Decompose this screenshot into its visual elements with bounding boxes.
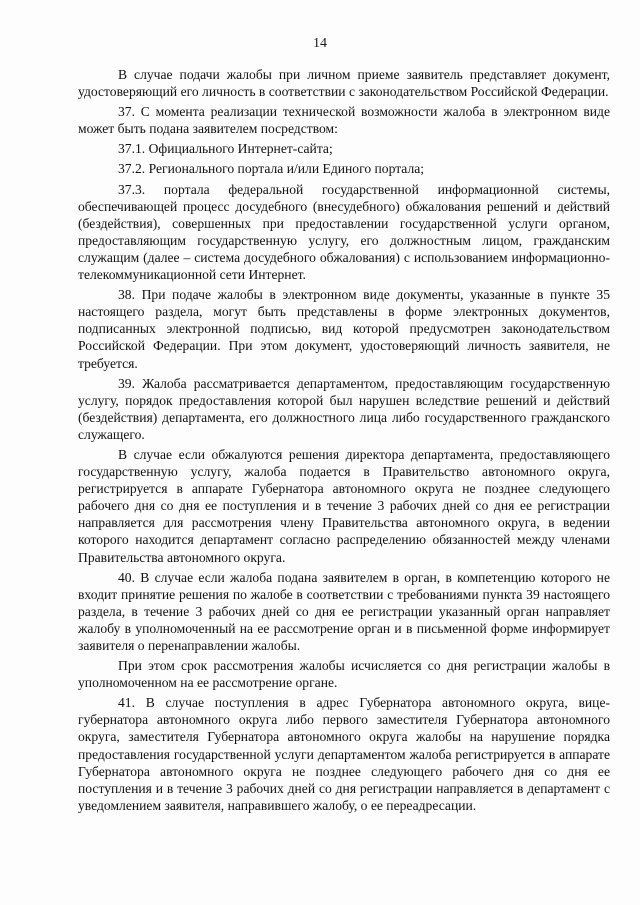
- paragraph-38: 38. При подаче жалобы в электронном виде документы, указанные в пункте 35 настоящего раздела, могут быть представлены в форме электронных документов, подписанных электронной подписью, вид которой предусмотрен законодательством Российской Федерации. При этом документ, удостоверяющий личность заявителя, не требуется.: [78, 287, 610, 371]
- paragraph-37-1: 37.1. Официального Интернет-сайта;: [118, 141, 333, 157]
- paragraph-39: 39. Жалоба рассматривается департаментом, предоставляющим государственную услугу, порядок предоставления которой был нарушен вследствие решений и действий (бездействия) департамента, его должностного лица либо государственного гражданского служащего.: [78, 375, 610, 442]
- paragraph-41: 41. В случае поступления в адрес Губернатора автономного округа, вице-губернатора автономного округа либо первого заместителя Губернатора автономного округа, заместителя Губернатора автономного округа жалобы на нарушение порядка предоставления государственной услуги департаментом жалоба регистрируется в аппарате Губернатора автономного округа не позднее следующего рабочего дня со дня ее поступления и в течение 3 рабочих дней со дня регистрации направляется в департамент с уведомлением заявителя, направившего жалобу, о ее переадресации.: [78, 695, 610, 813]
- paragraph-39-director: В случае если обжалуются решения директора департамента, предоставляющего государственную услугу, жалоба подается в Правительство автономного округа, регистрируется в аппарате Губернатора автономного округа не позднее следующего рабочего дня со дня ее поступления и в течение 3 рабочих дней со дня ее регистрации направляется для рассмотрения члену Правительства автономного округа, в ведении которого находится департамент согласно распределению обязанностей между членами Правительства автономного округа.: [78, 446, 610, 565]
- paragraph-40-term: При этом срок рассмотрения жалобы исчисляется со дня регистрации жалобы в уполномоченном на ее рассмотрение органе.: [78, 658, 610, 691]
- page-number: 14: [313, 36, 327, 51]
- paragraph-personal-reception: В случае подачи жалобы при личном приеме заявитель представляет документ, удостоверяющий его личность в соответствии с законодательством Российской Федерации.: [78, 67, 610, 100]
- document-body: [78, 66, 610, 817]
- paragraph-37: 37. С момента реализации технической возможности жалоба в электронном виде может быть подана заявителем посредством:: [78, 104, 610, 137]
- paragraph-40: 40. В случае если жалоба подана заявителем в орган, в компетенцию которого не входит принятие решения по жалобе в соответствии с требованиями пункта 39 настоящего раздела, в течение 3 рабочих дней со дня ее регистрации указанный орган направляет жалобу в уполномоченный на ее рассмотрение орган и в письменной форме информирует заявителя о перенаправлении жалобы.: [78, 569, 610, 653]
- paragraph-37-3: 37.3. портала федеральной государственной информационной системы, обеспечивающей процесс досудебного (внесудебного) обжалования решений и действий (бездействия), совершенных при предоставлении государственной услуги органом, предоставляющим государственную услугу, его должностным лицом, гражданским служащим (далее – система досудебного обжалования) с использованием информационно-телекоммуникационной сети Интернет.: [78, 181, 610, 283]
- paragraph-37-2: 37.2. Регионального портала и/или Единого портала;: [118, 161, 425, 177]
